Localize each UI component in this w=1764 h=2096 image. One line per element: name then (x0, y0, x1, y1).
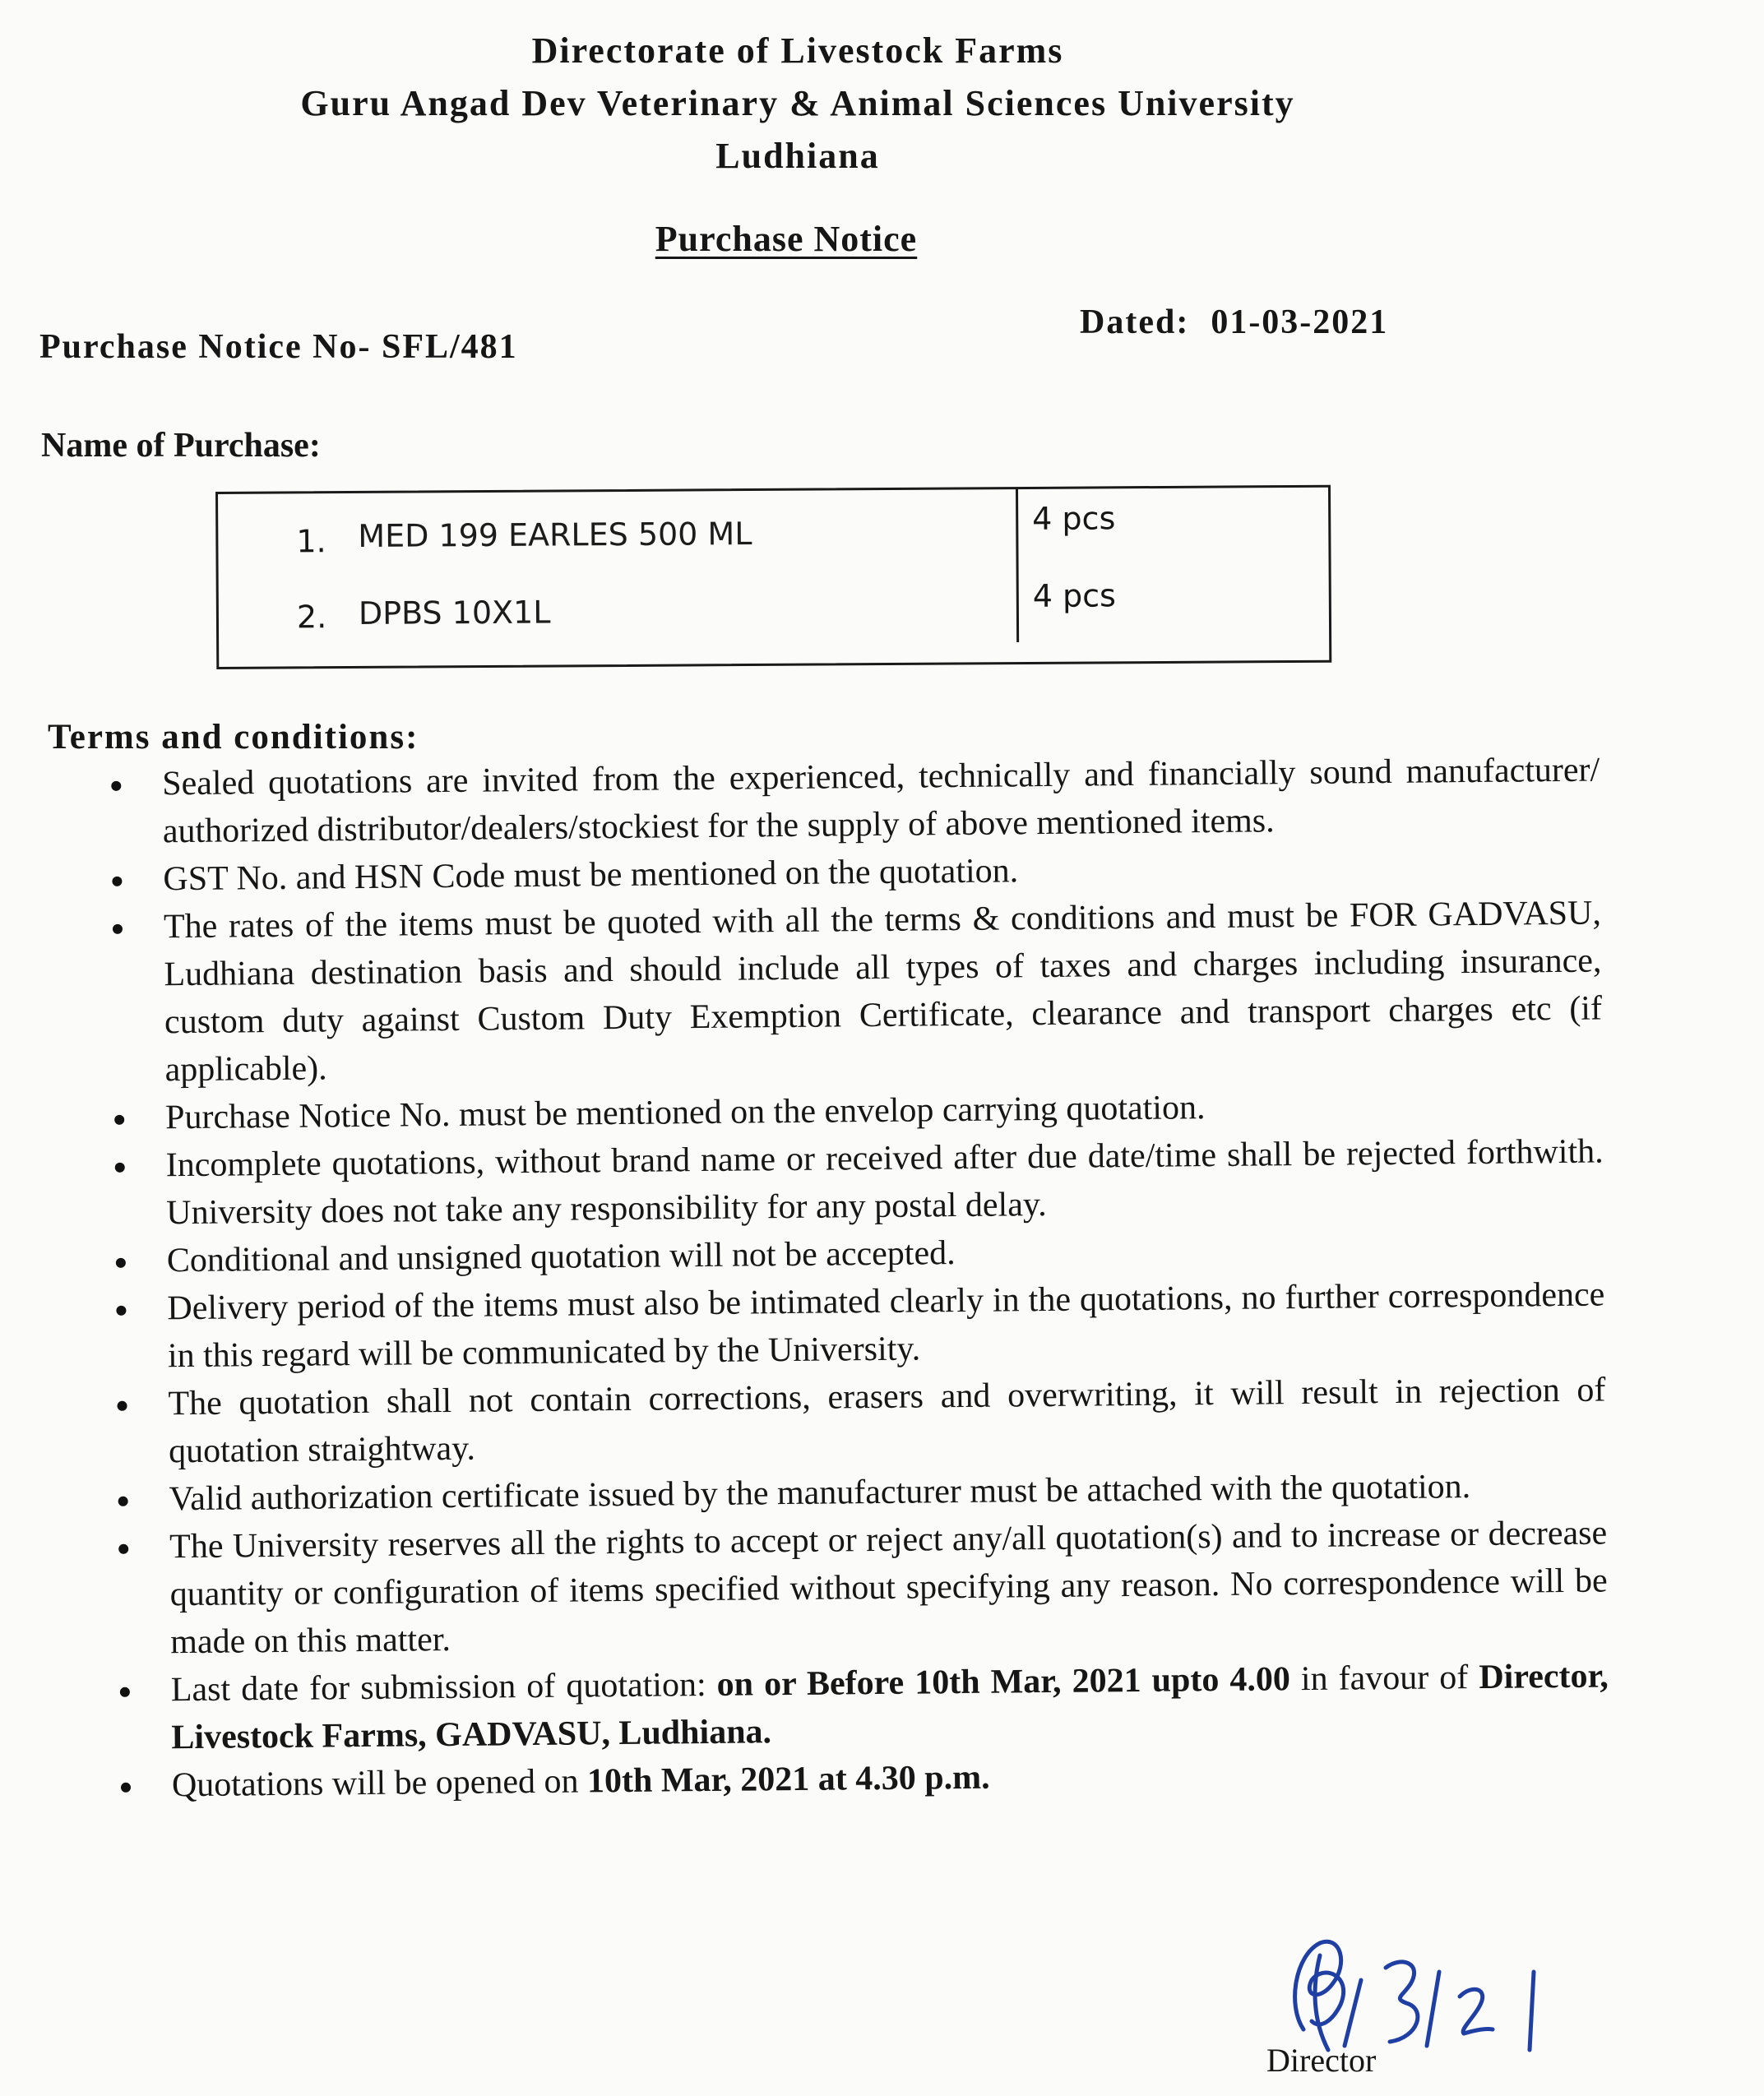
city-name: Ludhiana (715, 136, 880, 176)
item-number: 2. (296, 599, 327, 636)
last-date-prefix: Last date for submission of quotation: (170, 1665, 717, 1710)
signatory-title: Director (1266, 2042, 1377, 2079)
list-item: The rates of the items must be quoted with all the terms & conditions and must be FOR GADVASU, Ludhiana destination basis and should include all types of taxes and charges including insurance, custom duty against Custom Duty Exemption Certificate, clearance and transport charges etc (if applicable). (104, 890, 1603, 1094)
list-item: The quotation shall not contain corrections, erasers and overwriting, it will result in rejection of quotation straightway. (109, 1366, 1606, 1475)
list-item: The University reserves all the rights to accept or reject any/all quotation(s) and to increase or decrease quantity or configuration of items specified without specifying any reason. No correspondence will be made on this matter. (110, 1509, 1609, 1666)
list-item: Incomplete quotations, without brand name or received after due date/time shall be rejected forthwith. University does not take any responsibility for any postal delay. (106, 1128, 1604, 1238)
terms-list (103, 747, 1609, 1810)
list-item-last-date (112, 1652, 1609, 1761)
list-item: GST No. and HSN Code must be mentioned on the quotation. (104, 842, 1600, 904)
list-item: Purchase Notice No. must be mentioned on the envelop carrying quotation. (106, 1080, 1603, 1142)
directorate-name: Directorate of Livestock Farms (531, 30, 1064, 71)
opening-datetime: 10th Mar, 2021 at 4.30 p.m. (586, 1758, 990, 1801)
opening-prefix: Quotations will be opened on (171, 1762, 588, 1805)
list-item: Valid authorization certificate issued by the manufacturer must be attached with the quotation. (109, 1461, 1606, 1523)
item-number: 1. (296, 523, 326, 560)
notice-date (1080, 303, 1388, 342)
table-divider (1016, 489, 1019, 642)
notice-number: Purchase Notice No- SFL/481 (39, 328, 518, 366)
item-name: MED 199 EARLES 500 ML (358, 516, 752, 554)
item-quantity: 4 pcs (1032, 500, 1116, 537)
title-text: Purchase Notice (655, 219, 918, 259)
item-quantity: 4 pcs (1032, 577, 1117, 614)
letterhead (0, 25, 1595, 183)
last-date-recipient: Director, Livestock Farms, GADVASU, Ludhiana. (171, 1657, 1609, 1757)
list-item: Delivery period of the items must also be intimated clearly in the quotations, no further correspondence in this regard will be communicated by the University. (108, 1271, 1605, 1381)
dated-label: Dated: (1080, 303, 1190, 341)
name-of-purchase-label: Name of Purchase: (41, 427, 321, 465)
university-name: Guru Angad Dev Veterinary & Animal Sciences University (300, 83, 1295, 123)
terms-heading: Terms and conditions: (48, 718, 419, 757)
page-title (0, 218, 1572, 260)
dated-value: 01-03-2021 (1211, 303, 1389, 341)
last-date-mid: in favour of (1289, 1658, 1479, 1699)
list-item: Sealed quotations are invited from the experienced, technically and financially sound manufacturer/ authorized distributor/dealers/stockiest for the supply of above mentioned items. (103, 747, 1600, 856)
table-row (218, 488, 1328, 560)
items-table (215, 485, 1331, 669)
last-date-deadline: on or Before 10th Mar, 2021 upto 4.00 (716, 1660, 1291, 1704)
list-item: Conditional and unsigned quotation will not be accepted. (108, 1224, 1604, 1285)
item-name: DPBS 10X1L (358, 594, 551, 632)
